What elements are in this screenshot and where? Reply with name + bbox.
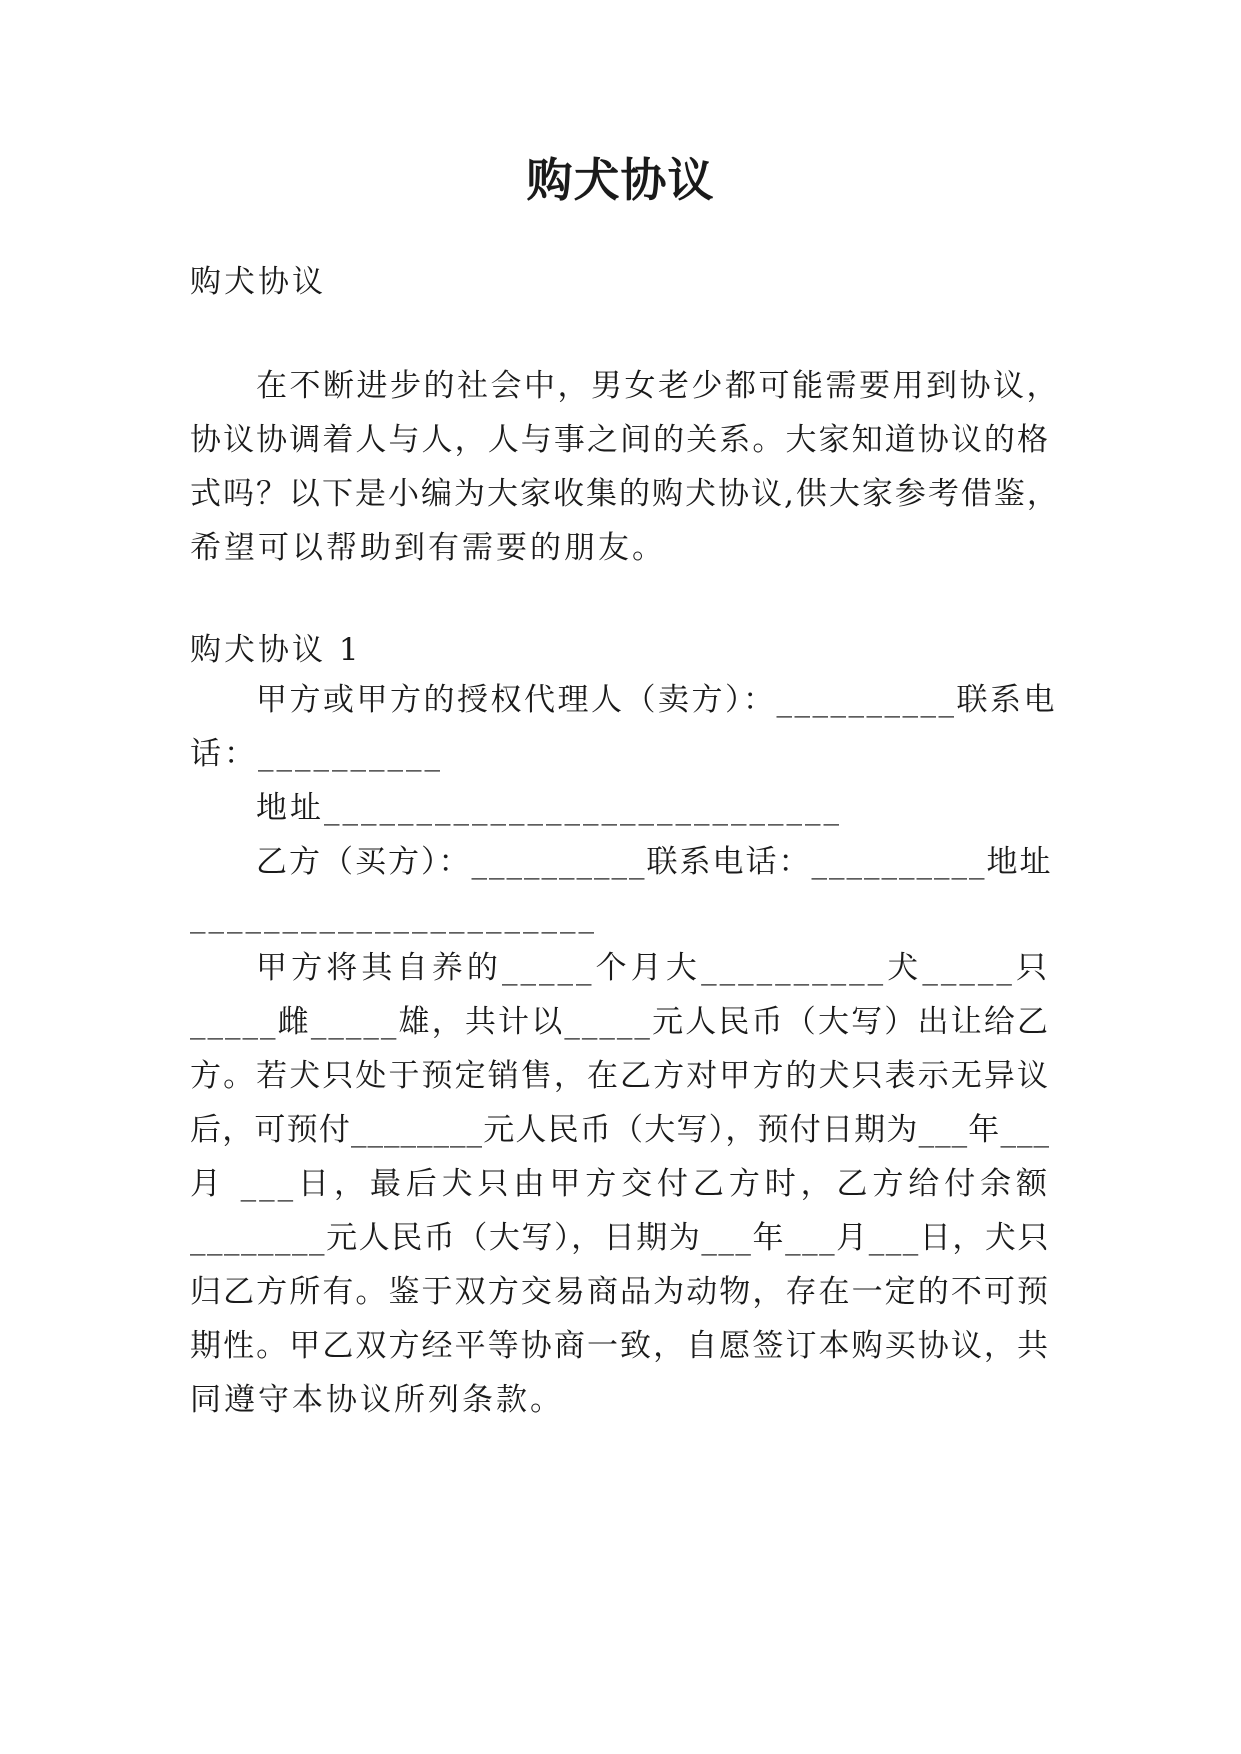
- section-heading: 购犬协议 1: [190, 632, 362, 668]
- party-b-address-line: ______________________: [190, 898, 597, 934]
- party-a-address-line: 地址____________________________: [256, 790, 842, 826]
- intro-line-2: 协议协调着人与人，人与事之间的关系。大家知道协议的格: [190, 422, 1050, 458]
- body-line-7: 归乙方所有。鉴于双方交易商品为动物，存在一定的不可预: [190, 1274, 1050, 1310]
- body-line-2: _____雌_____雄，共计以_____元人民币（大写）出让给乙: [190, 1004, 1050, 1040]
- party-b-line: 乙方（买方）：__________联系电话：__________地址: [256, 844, 1053, 880]
- body-line-8: 期性。甲乙双方经平等协商一致，自愿签订本购买协议，共: [190, 1328, 1050, 1364]
- party-a-phone-line: 话：__________: [190, 736, 443, 772]
- intro-line-3: 式吗？以下是小编为大家收集的购犬协议,供大家参考借鉴，: [190, 476, 1060, 512]
- body-line-4: 后，可预付________元人民币（大写），预付日期为___年___: [190, 1112, 1050, 1148]
- intro-line-4: 希望可以帮助到有需要的朋友。: [190, 530, 666, 566]
- party-a-line: 甲方或甲方的授权代理人（卖方）：__________联系电: [256, 682, 1057, 718]
- body-line-9: 同遵守本协议所列条款。: [190, 1382, 564, 1418]
- intro-line-1: 在不断进步的社会中，男女老少都可能需要用到协议，: [256, 368, 1060, 404]
- document-title: 购犬协议: [526, 153, 715, 207]
- body-line-5: 月 ___日，最后犬只由甲方交付乙方时，乙方给付余额: [190, 1166, 1050, 1202]
- body-line-6: ________元人民币（大写），日期为___年___月___日，犬只: [190, 1220, 1050, 1256]
- body-line-3: 方。若犬只处于预定销售，在乙方对甲方的犬只表示无异议: [190, 1058, 1050, 1094]
- document-subtitle: 购犬协议: [190, 264, 326, 300]
- body-line-1: 甲方将其自养的_____个月大__________犬_____只: [256, 950, 1050, 986]
